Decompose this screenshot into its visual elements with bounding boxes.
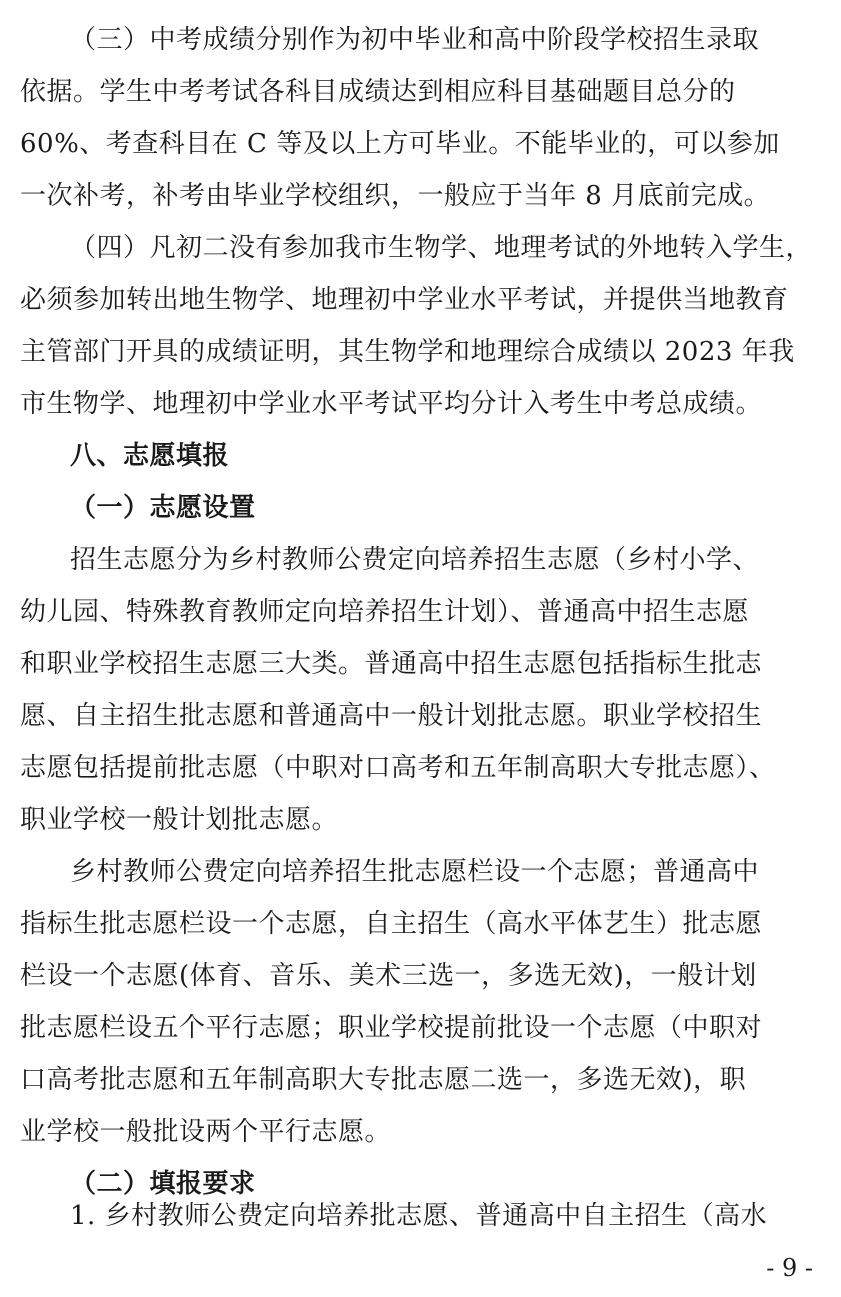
subsection-2-heading: （二）填报要求 [70, 1169, 256, 1199]
columns-line-2: 指标生批志愿栏设一个志愿，自主招生（高水平体艺生）批志愿 [20, 909, 763, 939]
requirements-line-1: 1. 乡村教师公费定向培养批志愿、普通高中自主招生（高水 [70, 1201, 768, 1231]
paragraph-4-line-1: （四）凡初二没有参加我市生物学、地理考试的外地转入学生， [70, 233, 813, 263]
setup-line-3: 和职业学校招生志愿三大类。普通高中招生志愿包括指标生批志 [20, 649, 763, 679]
columns-line-3: 栏设一个志愿(体育、音乐、美术三选一，多选无效)，一般计划 [20, 961, 757, 991]
paragraph-3-line-2: 依据。学生中考考试各科目成绩达到相应科目基础题目总分的 [20, 77, 736, 107]
setup-line-2: 幼儿园、特殊教育教师定向培养招生计划）、普通高中招生志愿 [20, 597, 750, 627]
columns-line-6: 业学校一般批设两个平行志愿。 [20, 1117, 392, 1147]
setup-line-5: 志愿包括提前批志愿（中职对口高考和五年制高职大专批志愿）、 [20, 753, 776, 783]
paragraph-3-line-3: 60%、考查科目在 C 等及以上方可毕业。不能毕业的，可以参加 [20, 129, 780, 159]
section-8-heading: 八、志愿填报 [70, 441, 230, 471]
paragraph-4-line-3: 主管部门开具的成绩证明，其生物学和地理综合成绩以 2023 年我 [20, 337, 795, 367]
columns-line-5: 口高考批志愿和五年制高职大专批志愿二选一，多选无效)，职 [20, 1065, 747, 1095]
columns-line-4: 批志愿栏设五个平行志愿；职业学校提前批设一个志愿（中职对 [20, 1013, 763, 1043]
page-number: - 9 - [766, 1254, 813, 1282]
setup-line-1: 招生志愿分为乡村教师公费定向培养招生志愿（乡村小学、 [70, 545, 760, 575]
setup-line-4: 愿、自主招生批志愿和普通高中一般计划批志愿。职业学校招生 [20, 701, 763, 731]
paragraph-3-line-4: 一次补考，补考由毕业学校组织，一般应于当年 8 月底前完成。 [20, 181, 771, 211]
columns-line-1: 乡村教师公费定向培养招生批志愿栏设一个志愿；普通高中 [70, 857, 760, 887]
paragraph-3-line-1: （三）中考成绩分别作为初中毕业和高中阶段学校招生录取 [70, 25, 760, 55]
setup-line-6: 职业学校一般计划批志愿。 [20, 805, 339, 835]
subsection-1-heading: （一）志愿设置 [70, 493, 256, 523]
paragraph-4-line-2: 必须参加转出地生物学、地理初中学业水平考试，并提供当地教育 [20, 285, 789, 315]
paragraph-4-line-4: 市生物学、地理初中学业水平考试平均分计入考生中考总成绩。 [20, 389, 763, 419]
